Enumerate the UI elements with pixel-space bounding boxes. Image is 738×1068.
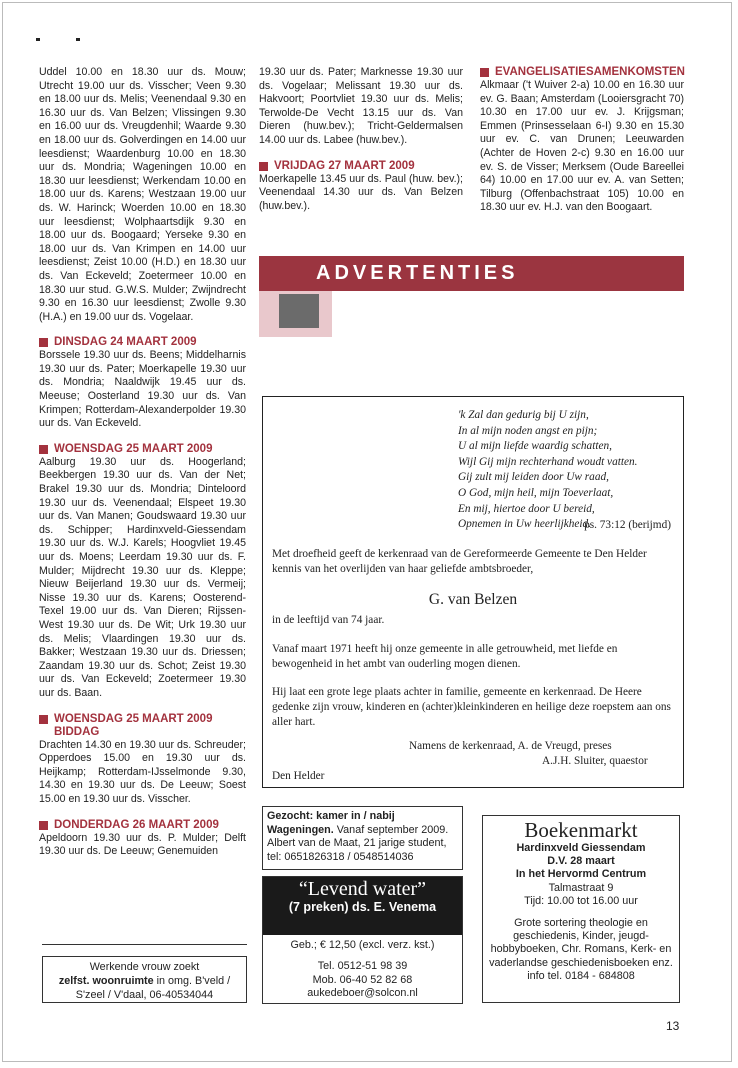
section-heading: WOENSDAG 25 MAART 2009: [39, 443, 246, 456]
boekenmarkt-description: Grote sortering theologie en geschiedenis, Kinder, jeugd-hobbyboeken, Chr. Romans, Kerk- en vaderlandse geschiedenisboeken enz.: [489, 917, 673, 969]
page-number: 13: [666, 1019, 680, 1033]
boekenmarkt-ad: [482, 815, 680, 1003]
housing-ad-line: Werkende vrouw zoekt: [89, 961, 200, 973]
section-heading: DONDERDAG 26 MAART 2009: [39, 819, 246, 832]
schedule-text: Uddel 10.00 en 18.30 uur ds. Mouw; Utrecht 19.00 uur ds. Visscher; Veen 9.30 en 18.00 uur ds. Melis; Veenendaal 9.30 en 16.30 uur ds. Van Belzen; Vlissingen 9.30 en 16.00 uur ds. Vreugdenhil; Waarde 9.30 en 18.00 uur ds. Golverdingen en 14.00 uur leesdienst; Waardenburg 10.00 en 18.30 uur ds. Mondria; Wageningen 10.00 en 18.30 uur leesdienst; Werkendam 10.00 en 18.00 uur ds. Karens; Westzaan 19.00 uur ds. W. Harinck; Woerden 10.00 en 18.30 uur leesdienst; Wolphaartsdijk 9.30 en 18.00 uur ds. Boogaard; Yerseke 9.30 en 18.00 uur ds. Van Krimpen en 14.00 uur leesdienst; Zeist 10.00 (H.D.) en 18.30 uur ds. Van Eckeveld; Zoetermeer 10.00 en 18.30 uur stud. G.W.S. Mulder; Zwijndrecht 9.30 en 16.30 uur leesdienst; Zwolle 9.30 (H.A.) en 19.00 uur ds. Vogelaar.: [39, 66, 246, 323]
column-2: [259, 66, 463, 213]
poem-reference: ps. 73:12 (berijmd): [584, 519, 671, 531]
schedule-text: 19.30 uur ds. Pater; Marknesse 19.30 uur ds. Vogelaar; Melissant 19.30 uur ds. Hakvoort; Poortvliet 19.30 uur ds. Melis; Terwolde-De Vecht 13.15 uur ds. Van Dieren (huw.bev.); Tricht-Geldermalsen 14.00 uur ds. Labee (huw.bev.).: [259, 66, 463, 146]
levend-water-tel: Tel. 0512-51 98 39: [317, 960, 408, 973]
levend-water-email: aukedeboer@solcon.nl: [307, 987, 418, 1000]
section-heading: WOENSDAG 25 MAART 2009 BIDDAG: [39, 713, 246, 739]
poem-line: En mij, hiertoe door U bereid,: [458, 502, 595, 515]
levend-water-price: Geb.; € 12,50 (excl. verz. kst.): [290, 939, 435, 951]
levend-water-ad: [262, 876, 463, 1004]
section-heading: VRIJDAG 27 MAART 2009: [259, 160, 463, 173]
poem-line: Gij zult mij leiden door Uw raad,: [458, 471, 609, 484]
death-notice: [262, 396, 684, 788]
divider: [42, 944, 247, 945]
notice-paragraph: Hij laat een grote lege plaats achter in familie, gemeente en kerkenraad. De Heere gedenke zijn vrouw, kinderen en (achter)kleinkinderen en heilige deze roepstem aan ons aller hart.: [272, 686, 671, 728]
poem-line: In al mijn noden angst en pijn;: [458, 424, 598, 437]
notice-paragraph: Met droefheid geeft de kerkenraad van de Gereformeerde Gemeente te Den Helder kennis van het overlijden van haar geliefde ambtsbroeder,: [272, 548, 647, 575]
boekenmarkt-place: Hardinxveld Giessendam: [516, 842, 646, 854]
deceased-name: G. van Belzen: [428, 591, 518, 608]
schedule-text: Aalburg 19.30 uur ds. Hoogerland; Beekbergen 19.30 uur ds. Van der Net; Brakel 19.30 uur ds. Mondria; Dinteloord 19.30 uur ds. Veenendaal; Elspeet 19.30 uur ds. Van Manen; Goudswaard 19.30 uur ds. Schipper; Hardinxveld-Giessendam 19.30 uur ds. W.J. Karels; Hoogvliet 19.45 uur ds. Moens; Leerdam 19.30 uur ds. F. Mulder; Mijdrecht 19.30 uur ds. Kleppe; Nieuw Beijerland 19.30 uur ds. Vermeij; Nisse 19.30 uur ds. Karens; Oosterend-Texel 19.00 uur ds. Van Dieren; Rijssen-West 19.30 uur ds. De Wit; Urk 19.30 uur ds. Melis; Vlaardingen 19.30 uur ds. Bakker; Westzaan 19.30 uur ds. Driessen; Zaandam 19.30 uur ds. Schot; Zeist 19.30 uur ds. Van Eckeveld; Zoetermeer 19.30 uur ds. Baan.: [39, 455, 246, 699]
column-3: [480, 66, 684, 215]
housing-ad-text: in omg. B'veld / S'zeel / V'daal, 06-40534044: [75, 975, 231, 1001]
poem-line: 'k Zal dan gedurig bij U zijn,: [458, 409, 589, 421]
poem-line: U al mijn liefde waardig schatten,: [458, 440, 612, 453]
schedule-text: Moerkapelle 13.45 uur ds. Paul (huw. bev.); Veenendaal 14.30 uur ds. Van Belzen (huw.bev.).: [259, 172, 463, 212]
crop-mark: [36, 38, 40, 41]
schedule-text: Borssele 19.30 uur ds. Beens; Middelharnis 19.30 uur ds. Pater; Moerkapelle 19.30 uur ds. Mondria; Naaldwijk 19.45 uur ds. Meeuse; Oosterland 19.30 uur ds. Van Krimpen; Rotterdam-Alexanderpolder 19.30 uur ds. Van Eckeveld.: [39, 349, 246, 430]
bullet-square: [39, 821, 48, 830]
section-heading: EVANGELISATIESAMENKOMSTEN: [480, 66, 684, 79]
boekenmarkt-time: Tijd: 10.00 tot 16.00 uur: [524, 894, 638, 907]
signature-line: Namens de kerkenraad, A. de Vreugd, preses: [409, 740, 612, 752]
boekenmarkt-title: Boekenmarkt: [524, 818, 638, 842]
boekenmarkt-venue: In het Hervormd Centrum: [515, 868, 647, 881]
poem-line: Opnemen in Uw heerlijkheid.: [458, 518, 592, 531]
poem-line: O God, mijn heil, mijn Toeverlaat,: [458, 486, 614, 499]
housing-wanted-ad: [42, 956, 247, 1003]
levend-water-title: “Levend water”: [298, 878, 427, 900]
notice-place: Den Helder: [272, 770, 325, 782]
housing-ad-bold: zelfst. woonruimte: [58, 975, 154, 987]
levend-water-subtitle: (7 preken) ds. E. Venema: [288, 900, 437, 914]
signature-line: A.J.H. Sluiter, quaestor: [542, 755, 648, 767]
boekenmarkt-info: info tel. 0184 - 684808: [527, 969, 635, 982]
room-ad-text: Vanaf september 2009. Albert van de Maat, 21 jarige student, tel: 0651826318 / 0548514036: [267, 823, 449, 863]
schedule-text: Drachten 14.30 en 19.30 uur ds. Schreuder; Opperdoes 15.00 en 19.30 uur ds. Heijkamp; Rotterdam-IJsselmonde 9.30, 14.30 en 19.30 uur ds. De Leeuw; Soest 15.00 en 19.30 uur ds. Visscher.: [39, 738, 246, 805]
banner-title: ADVERTENTIES: [316, 262, 519, 284]
crop-mark: [76, 38, 80, 41]
section-heading: DINSDAG 24 MAART 2009: [39, 336, 246, 349]
poem: [458, 408, 673, 533]
levend-water-header: [263, 877, 462, 935]
bullet-square: [39, 445, 48, 454]
room-wanted-ad: [262, 806, 463, 870]
levend-water-mob: Mob. 06-40 52 82 68: [312, 973, 413, 986]
bullet-square: [39, 338, 48, 347]
room-ad-heading: Gezocht: kamer in / nabij Wageningen.: [267, 810, 395, 836]
boekenmarkt-date: D.V. 28 maart: [547, 855, 615, 868]
bullet-square: [39, 715, 48, 724]
notice-paragraph: Vanaf maart 1971 heeft hij onze gemeente in alle getrouwheid, met liefde en bewogenheid in het ambt van ouderling mogen dienen.: [272, 643, 618, 670]
bullet-square: [480, 68, 489, 77]
notice-age: in de leeftijd van 74 jaar.: [272, 614, 385, 626]
banner-decor-grey: [279, 294, 319, 328]
levend-water-details: [263, 939, 462, 1001]
bullet-square: [259, 162, 268, 171]
poem-line: Wijl Gij mijn rechterhand woudt vatten.: [458, 455, 638, 468]
schedule-text: Apeldoorn 19.30 uur ds. P. Mulder; Delft 19.30 uur ds. De Leeuw; Genemuiden: [39, 831, 246, 858]
column-1: [39, 66, 246, 859]
schedule-text: Alkmaar ('t Wuiver 2-a) 10.00 en 16.30 uur ev. G. Baan; Amsterdam (Looiersgracht 70) 10.30 en 17.00 uur ev. J. Krijgsman; Emmen (Prinsesselaan 6-I) 9.30 en 15.30 uur ev. C. van Drunen; Leeuwarden (Achter de Hoven 2-c) 9.30 en 16.00 uur ev. S. de Visser; Merksem (Oude Bareellei 64) 10.00 en 17.00 uur ev. A. van Setten; Tilburg (Offenbachstraat 105) 10.00 en 18.30 uur ev. H.J. van den Boogaart.: [480, 79, 684, 214]
boekenmarkt-address: Talmastraat 9: [548, 881, 614, 894]
